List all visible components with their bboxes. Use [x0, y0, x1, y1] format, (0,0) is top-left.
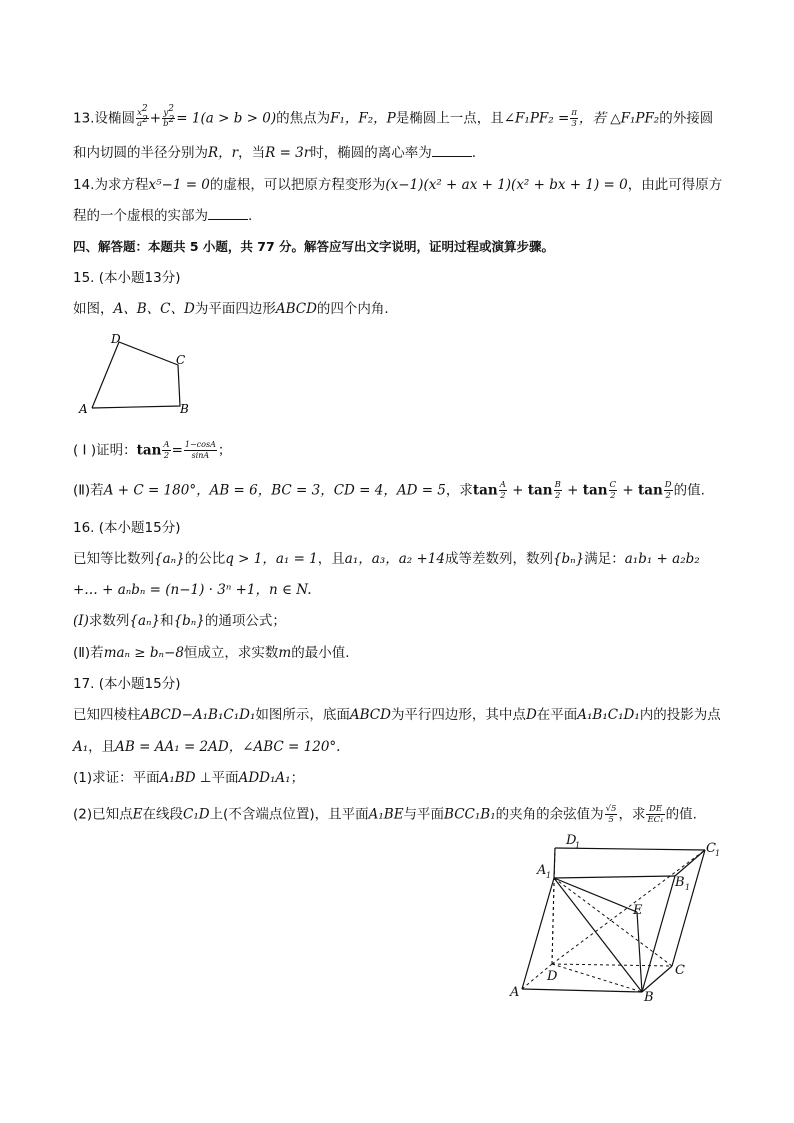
de-over-ec1: $\frac{DE}{\text{EC₁}}$: [647, 804, 664, 825]
segment-db: [552, 964, 642, 992]
answer-blank: [432, 143, 472, 157]
q17-part2: (2)已知点E在线段C₁D上(不含端点位置)，且平面A₁BE与平面BCC₁B₁的夹角的余弦值为 $\frac{√5}{5}$ ，求 $\frac{DE}{\text{EC₁}}$ 的值.: [73, 804, 697, 825]
edge-ab: [522, 989, 642, 992]
prism-figure: [500, 828, 730, 1008]
edge-b1a1: [554, 876, 675, 878]
q16-line2: +… + aₙbₙ = (n−1) · 3ⁿ +1，n ∈ N.: [73, 582, 312, 598]
edge-bc: [642, 966, 672, 992]
q13-number: 13.: [73, 110, 95, 127]
edge-c1b1: [675, 850, 705, 876]
label-b: B: [644, 990, 654, 1005]
answer-blank: [208, 206, 248, 220]
q17-part1: (1)求证：平面A₁BD ⊥平面ADD₁A₁；: [73, 770, 305, 786]
q14-line2: 程的一个虚根的实部为 .: [73, 208, 253, 224]
q16-line1: 已知等比数列{aₙ}的公比q > 1，a₁ = 1，且a₁，a₃，a₂ +14成等差数列，数列{bₙ}满足：a₁b₁ + a₂b₂: [73, 551, 700, 567]
label-d1-sub: 1: [575, 841, 581, 850]
label-d: D: [547, 969, 558, 984]
q15-part2: (Ⅱ)若A + C = 180°，AB = 6，BC = 3，CD = 4，AD = 5，求tan $\frac{A}{2}$ + tan $\frac{B}{2}$ + tan $\frac{C}{2}$ + tan $\frac{D}{2}$ 的值.: [73, 480, 705, 501]
q17-line2: A₁，且AB = AA₁ = 2AD，∠ABC = 120°.: [73, 739, 341, 755]
label-a: A: [79, 402, 88, 416]
sqrt5-over-5: $\frac{√5}{5}$: [605, 804, 617, 825]
x2-over-a2: $\frac{x^2}{a^2}$: [136, 104, 148, 129]
pi-over-3: $\frac{\pi}{3}$: [571, 108, 577, 129]
label-e: E: [633, 903, 643, 918]
segment-a1b: [554, 878, 642, 992]
quadrilateral-abcd: [92, 342, 180, 408]
y2-over-b2: $\frac{y^2}{b^2}$: [163, 104, 175, 129]
q13-line1: 13.设椭圆 $\frac{x^2}{a^2}$ + $\frac{y^2}{b^2}$ = 1(a > b > 0)的焦点为F₁，F₂，P是椭圆上一点，且∠F₁PF₂ = $\frac{\pi}{3}$ ，若 △F₁PF₂的外接圆: [73, 104, 714, 129]
segment-be: [637, 912, 642, 992]
label-c1: C: [706, 841, 716, 856]
quadrilateral-figure: [74, 330, 204, 418]
label-c: C: [176, 353, 186, 367]
label-b1-sub: 1: [685, 883, 691, 892]
q15-part1: ( I )证明：tan $\frac{A}{2}$ = $\frac{1-\cos A}{\sin A}$ ；: [73, 440, 232, 461]
q15-heading: 15. (本小题13分): [73, 270, 181, 286]
edge-cc1: [672, 850, 705, 966]
edge-dd1: [552, 848, 555, 964]
q16-part2: (Ⅱ)若maₙ ≥ bₙ−8恒成立，求实数m的最小值.: [73, 645, 350, 661]
q16-heading: 16. (本小题15分): [73, 520, 181, 536]
edge-dc: [552, 964, 672, 966]
section-heading: 四、解答题：本题共 5 小题，共 77 分。解答应写出文字说明，证明过程或演算步骤。: [73, 239, 555, 254]
q17-heading: 17. (本小题15分): [73, 676, 181, 692]
label-c1-sub: 1: [715, 849, 721, 858]
segment-a1c: [554, 878, 672, 966]
q14-line1: 14.为求方程x⁵−1 = 0的虚根，可以把原方程变形为(x−1)(x² + ax + 1)(x² + bx + 1) = 0，由此可得原方: [73, 177, 723, 193]
label-b: B: [180, 402, 189, 416]
label-c: C: [675, 963, 685, 978]
q17-line1: 已知四棱柱ABCD−A₁B₁C₁D₁如图所示，底面ABCD为平行四边形，其中点D在平面A₁B₁C₁D₁内的投影为点: [73, 707, 721, 723]
label-a: A: [510, 985, 520, 1000]
q16-part1: (I)求数列{aₙ}和{bₙ}的通项公式；: [73, 613, 286, 629]
label-a1: A: [537, 863, 547, 878]
segment-da1: [552, 878, 554, 964]
q15-intro: 如图，A、B、C、D为平面四边形ABCD的四个内角.: [73, 301, 389, 317]
label-d1: D: [566, 833, 577, 848]
label-a1-sub: 1: [546, 871, 552, 880]
segment-dc1: [552, 850, 705, 964]
label-d: D: [111, 332, 121, 346]
q13-line2: 和内切圆的半径分别为R，r，当R = 3r时，椭圆的离心率为 .: [73, 145, 477, 161]
label-b1: B: [675, 875, 685, 890]
edge-bb1: [642, 876, 675, 992]
